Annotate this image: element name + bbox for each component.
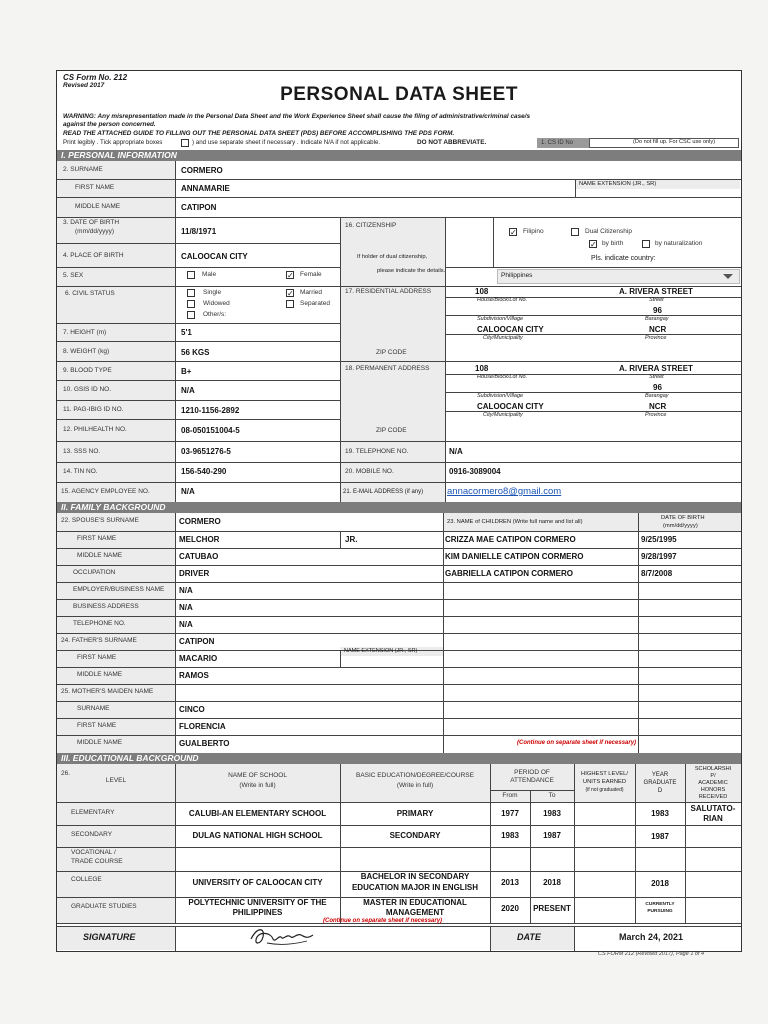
civil-status-label: 6. CIVIL STATUS xyxy=(65,290,115,297)
perm-street-caption: Street xyxy=(649,374,664,380)
separated-checkbox[interactable] xyxy=(286,300,294,308)
business-address-label: BUSINESS ADDRESS xyxy=(73,603,139,610)
father-surname-label: 24. FATHER'S SURNAME xyxy=(61,637,137,644)
dob-label: 3. DATE OF BIRTH xyxy=(63,219,120,226)
perm-barangay-value[interactable]: 96 xyxy=(653,383,662,392)
education-course[interactable]: MASTER IN EDUCATIONAL xyxy=(363,898,467,907)
mother-middle-name-value[interactable]: GUALBERTO xyxy=(179,739,230,748)
education-school-2[interactable]: PHILIPPINES xyxy=(232,908,283,917)
middle-name-label: MIDDLE NAME xyxy=(75,203,121,210)
email-label: 21. E-MAIL ADDRESS (if any) xyxy=(343,489,424,495)
agency-value[interactable]: N/A xyxy=(181,487,195,496)
pagibig-value[interactable]: 1210-1156-2892 xyxy=(181,406,240,415)
pagibig-label: 11. PAG-IBIG ID NO. xyxy=(63,406,124,413)
widowed-checkbox[interactable] xyxy=(187,300,195,308)
education-level-2: TRADE COURSE xyxy=(71,858,123,865)
spouse-first-name-value[interactable]: MELCHOR xyxy=(179,535,220,544)
father-first-name-label: FIRST NAME xyxy=(77,654,117,661)
mobile-value[interactable]: 0916-3089004 xyxy=(449,467,501,476)
perm-street-value[interactable]: A. RIVERA STREET xyxy=(619,364,693,373)
country-prompt: Pls. indicate country: xyxy=(591,255,656,262)
read-guide-note: READ THE ATTACHED GUIDE TO FILLING OUT THE PERSONAL DATA SHEET (PDS) BEFORE ACCOMPLISHING THE PDS FORM. xyxy=(63,130,455,137)
surname-label: 2. SURNAME xyxy=(63,166,103,173)
male-label: Male xyxy=(202,271,217,278)
res-province-caption: Province xyxy=(645,335,667,341)
education-course-2[interactable]: EDUCATION MAJOR IN ENGLISH xyxy=(351,883,479,892)
education-year[interactable]: 2018 xyxy=(651,879,669,888)
sss-value[interactable]: 03-9651276-5 xyxy=(181,447,231,456)
spouse-telephone-label: TELEPHONE NO. xyxy=(73,620,126,627)
weight-label: 8. WEIGHT (kg) xyxy=(63,348,110,355)
gsis-value[interactable]: N/A xyxy=(181,386,195,395)
education-year-status[interactable]: CURRENTLY xyxy=(645,902,675,907)
warning-line-2: against the person concerned. xyxy=(63,121,156,128)
form-page-reference: CS FORM 212 (Revised 2017), Page 1 of 4 xyxy=(598,951,705,957)
dual-citizenship-label: Dual Citizenship xyxy=(585,228,632,235)
print-instructions-c: DO NOT ABBREVIATE. xyxy=(417,139,487,146)
education-continue-note: (Continue on separate sheet if necessary) xyxy=(323,918,443,924)
male-checkbox[interactable] xyxy=(187,271,195,279)
blood-type-value[interactable]: B+ xyxy=(181,367,192,376)
permanent-address-label: 18. PERMANENT ADDRESS xyxy=(345,365,430,372)
education-level: ELEMENTARY xyxy=(71,809,115,816)
filipino-checkbox[interactable]: ✓ xyxy=(510,228,517,237)
spouse-surname-value[interactable]: CORMERO xyxy=(179,517,221,526)
highest-level-header: HIGHEST LEVEL/ xyxy=(581,771,628,777)
mother-maiden-name-label: 25. MOTHER'S MAIDEN NAME xyxy=(61,688,154,695)
from-header: From xyxy=(502,792,518,799)
height-label: 7. HEIGHT (m) xyxy=(63,329,107,336)
education-year-status-2[interactable]: PURSUING xyxy=(647,909,673,914)
spouse-first-name-label: FIRST NAME xyxy=(77,535,117,542)
education-to[interactable]: 1987 xyxy=(543,831,561,840)
father-surname-value[interactable]: CATIPON xyxy=(179,637,215,646)
telephone-value[interactable]: N/A xyxy=(449,447,463,456)
course-header: BASIC EDUCATION/DEGREE/COURSE xyxy=(356,772,474,779)
perm-zip-label: ZIP CODE xyxy=(376,427,407,434)
honors-header-4: HONORS xyxy=(700,787,726,793)
dual-note-1: If holder of dual citizenship, xyxy=(357,254,428,260)
mobile-label: 20. MOBILE NO. xyxy=(345,468,394,475)
single-label: Single xyxy=(203,289,222,296)
first-name-label: FIRST NAME xyxy=(75,184,115,191)
separated-label: Separated xyxy=(300,300,330,307)
by-naturalization-label: by naturalization xyxy=(655,240,703,247)
mother-middle-name-label: MIDDLE NAME xyxy=(77,739,123,746)
children-dob-header: DATE OF BIRTH xyxy=(661,515,705,521)
pob-value[interactable]: CALOOCAN CITY xyxy=(181,252,248,261)
period-header: PERIOD OF xyxy=(514,769,550,776)
email-link[interactable]: annacormero8@gmail.com xyxy=(447,486,562,497)
education-to[interactable]: 1983 xyxy=(543,809,561,818)
others-checkbox[interactable] xyxy=(187,311,195,319)
dual-citizenship-checkbox[interactable] xyxy=(571,228,579,236)
agency-label: 15. AGENCY EMPLOYEE NO. xyxy=(61,488,150,495)
by-naturalization-checkbox[interactable] xyxy=(642,240,650,248)
signature-image xyxy=(247,923,317,949)
employer-value[interactable]: N/A xyxy=(179,586,193,595)
res-street-caption: Street xyxy=(649,297,664,303)
others-label: Other/s: xyxy=(203,311,227,318)
education-from[interactable]: 1977 xyxy=(501,809,519,818)
res-zip-label: ZIP CODE xyxy=(376,349,407,356)
date-value[interactable]: March 24, 2021 xyxy=(619,932,684,942)
education-from[interactable]: 2020 xyxy=(501,904,519,913)
form-number: CS Form No. 212 xyxy=(63,73,128,82)
dual-note-2: please indicate the details. xyxy=(377,268,446,274)
res-house-value[interactable]: 108 xyxy=(475,287,489,296)
year-graduated-header: YEAR xyxy=(651,772,669,778)
education-course-2[interactable]: MANAGEMENT xyxy=(385,908,445,917)
chevron-down-icon[interactable] xyxy=(723,274,733,279)
business-address-value[interactable]: N/A xyxy=(179,603,193,612)
education-from[interactable]: 1983 xyxy=(501,831,519,840)
occupation-label: OCCUPATION xyxy=(73,569,116,576)
perm-house-caption: House/Block/Lot No. xyxy=(477,374,528,380)
honors-header-5: RECEIVED xyxy=(698,794,728,800)
family-continue-note: (Continue on separate sheet if necessary) xyxy=(517,740,637,746)
perm-barangay-caption: Barangay xyxy=(645,393,669,399)
gsis-label: 10. GSIS ID NO. xyxy=(63,386,112,393)
education-number: 26. xyxy=(61,770,71,777)
child-dob[interactable]: 8/7/2008 xyxy=(641,569,673,578)
education-from[interactable]: 2013 xyxy=(501,878,519,887)
child-name[interactable]: KIM DANIELLE CATIPON CORMERO xyxy=(445,552,584,561)
res-province-value[interactable]: NCR xyxy=(649,325,667,334)
country-value: Philippines xyxy=(501,272,533,279)
country-select[interactable] xyxy=(497,269,740,284)
mother-first-name-label: FIRST NAME xyxy=(77,722,117,729)
warning-line-1: WARNING: Any misrepresentation made in the Personal Data Sheet and the Work Experience Sheet shall cause the filing of administrative/criminal case/s xyxy=(63,113,531,120)
spouse-telephone-value[interactable]: N/A xyxy=(179,620,193,629)
res-barangay-value[interactable]: 96 xyxy=(653,306,662,315)
telephone-label: 19. TELEPHONE NO. xyxy=(345,448,409,455)
blood-type-label: 9. BLOOD TYPE xyxy=(63,367,112,374)
perm-city-value[interactable]: CALOOCAN CITY xyxy=(477,402,544,411)
female-label: Female xyxy=(300,271,322,278)
cs-id-note: (Do not fill up. For CSC use only) xyxy=(633,139,716,145)
philhealth-value[interactable]: 08-050151004-5 xyxy=(181,426,240,435)
tin-label: 14. TIN NO. xyxy=(63,468,98,475)
cs-id-label: 1. CS ID No xyxy=(541,140,574,146)
child-name[interactable]: CRIZZA MAE CATIPON CORMERO xyxy=(445,535,576,544)
married-label: Married xyxy=(300,289,323,296)
education-honor[interactable]: SALUTATO- xyxy=(690,804,736,813)
education-level: COLLEGE xyxy=(71,876,102,883)
spouse-surname-label: 22. SPOUSE'S SURNAME xyxy=(61,517,139,524)
year-graduated-header-2: GRADUATE xyxy=(643,780,677,786)
weight-value[interactable]: 56 KGS xyxy=(181,348,210,357)
education-school[interactable]: DULAG NATIONAL HIGH SCHOOL xyxy=(192,831,323,840)
height-value[interactable]: 5'1 xyxy=(181,328,192,337)
page-title: PERSONAL DATA SHEET xyxy=(280,84,518,105)
mother-first-name-value[interactable]: FLORENCIA xyxy=(179,722,226,731)
education-school[interactable]: CALUBI-AN ELEMENTARY SCHOOL xyxy=(188,809,327,818)
res-street-value[interactable]: A. RIVERA STREET xyxy=(619,287,693,296)
father-name-extension-label: NAME EXTENSION (JR., SR) xyxy=(344,648,418,654)
res-house-caption: House/Block/Lot No. xyxy=(477,297,528,303)
sex-label: 5. SEX xyxy=(63,272,84,279)
sss-label: 13. SSS NO. xyxy=(63,448,101,455)
honors-header-3: ACADEMIC xyxy=(698,780,728,786)
date-label: DATE xyxy=(517,932,541,942)
occupation-value[interactable]: DRIVER xyxy=(179,569,210,578)
father-middle-name-label: MIDDLE NAME xyxy=(77,671,123,678)
by-birth-label: by birth xyxy=(602,240,624,247)
by-birth-checkbox[interactable]: ✓ xyxy=(590,240,597,249)
single-checkbox[interactable] xyxy=(187,289,195,297)
period-header-sub: ATTENDANCE xyxy=(510,777,554,784)
school-header: NAME OF SCHOOL xyxy=(228,772,287,779)
filipino-label: Filipino xyxy=(523,228,544,235)
perm-province-value[interactable]: NCR xyxy=(649,402,667,411)
education-course[interactable]: BACHELOR IN SECONDARY xyxy=(360,872,470,881)
highest-level-header-3: (if not graduated) xyxy=(585,787,624,793)
res-city-caption: City/Municipality xyxy=(483,335,523,341)
form-revision: Revised 2017 xyxy=(63,82,105,89)
dob-value[interactable]: 11/8/1971 xyxy=(181,227,217,236)
child-name[interactable]: GABRIELLA CATIPON CORMERO xyxy=(445,569,573,578)
year-graduated-header-3: D xyxy=(657,788,663,794)
education-level: GRADUATE STUDIES xyxy=(71,903,137,910)
married-checkbox[interactable]: ✓ xyxy=(287,289,294,298)
father-middle-name-value[interactable]: RAMOS xyxy=(179,671,209,680)
employer-label: EMPLOYER/BUSINESS NAME xyxy=(73,586,165,593)
tick-box-sample xyxy=(181,139,189,147)
widowed-label: Widowed xyxy=(203,300,230,307)
education-level: SECONDARY xyxy=(71,831,113,838)
spouse-middle-name-value[interactable]: CATUBAO xyxy=(179,552,219,561)
res-barangay-caption: Barangay xyxy=(645,316,669,322)
signature-label: SIGNATURE xyxy=(83,932,136,942)
philhealth-label: 12. PHILHEALTH NO. xyxy=(63,426,127,433)
female-checkbox[interactable]: ✓ xyxy=(287,271,294,280)
honors-header-1: SCHOLARSHI xyxy=(694,766,732,772)
mother-surname-label: SURNAME xyxy=(77,705,110,712)
mother-surname-value[interactable]: CINCO xyxy=(179,705,205,714)
to-header: To xyxy=(548,792,556,799)
first-name-value[interactable]: ANNAMARIE xyxy=(181,184,230,193)
education-year[interactable]: 1983 xyxy=(651,809,669,818)
res-city-value[interactable]: CALOOCAN CITY xyxy=(477,325,544,334)
education-school[interactable]: POLYTECHNIC UNIVERSITY OF THE xyxy=(188,898,327,907)
education-level: VOCATIONAL / xyxy=(71,849,116,856)
level-header: LEVEL xyxy=(105,777,127,784)
education-to[interactable]: 2018 xyxy=(543,878,561,887)
education-course[interactable]: PRIMARY xyxy=(396,809,434,818)
section-personal-information: I. PERSONAL INFORMATION xyxy=(57,150,741,161)
course-header-sub: (Write in full) xyxy=(396,782,434,789)
tin-value[interactable]: 156-540-290 xyxy=(181,467,227,476)
children-header: 23. NAME of CHILDREN (Write full name and list all) xyxy=(447,519,583,525)
father-first-name-value[interactable]: MACARIO xyxy=(179,654,218,663)
citizenship-label: 16. CITIZENSHIP xyxy=(345,222,397,229)
surname-value[interactable]: CORMERO xyxy=(181,166,223,175)
honors-header-2: P/ xyxy=(710,773,716,779)
education-honor-2[interactable]: RIAN xyxy=(703,814,723,823)
child-dob[interactable]: 9/25/1995 xyxy=(641,535,677,544)
pob-label: 4. PLACE OF BIRTH xyxy=(63,252,124,259)
section-family-background: II. FAMILY BACKGROUND xyxy=(57,502,741,513)
children-dob-format: (mm/dd/yyyy) xyxy=(663,523,698,529)
perm-subdivision-caption: Subdivision/Village xyxy=(477,393,524,399)
spouse-extension-value[interactable]: JR. xyxy=(345,535,358,544)
pds-form xyxy=(56,70,742,952)
residential-address-label: 17. RESIDENTIAL ADDRESS xyxy=(345,288,432,295)
education-to[interactable]: PRESENT xyxy=(533,904,571,913)
name-extension-label: NAME EXTENSION (JR., SR) xyxy=(579,181,657,187)
education-course[interactable]: SECONDARY xyxy=(389,831,441,840)
middle-name-value[interactable]: CATIPON xyxy=(181,203,217,212)
school-header-sub: (Write in full) xyxy=(239,782,276,789)
perm-province-caption: Province xyxy=(645,412,667,418)
print-instructions-a: Print legibly . Tick appropriate boxes xyxy=(63,139,163,146)
highest-level-header-2: UNITS EARNED xyxy=(582,779,627,785)
spouse-middle-name-label: MIDDLE NAME xyxy=(77,552,123,559)
education-year[interactable]: 1987 xyxy=(651,832,669,841)
child-dob[interactable]: 9/28/1997 xyxy=(641,552,677,561)
perm-city-caption: City/Municipality xyxy=(483,412,523,418)
dob-format: (mm/dd/yyyy) xyxy=(75,228,114,235)
res-subdivision-caption: Subdivision/Village xyxy=(477,316,524,322)
print-instructions-b: ) and use separate sheet if necessary . Indicate N/A if not applicable. xyxy=(192,139,381,146)
section-educational-background: III. EDUCATIONAL BACKGROUND xyxy=(57,753,741,764)
perm-house-value[interactable]: 108 xyxy=(475,364,489,373)
education-school[interactable]: UNIVERSITY OF CALOOCAN CITY xyxy=(192,878,323,887)
